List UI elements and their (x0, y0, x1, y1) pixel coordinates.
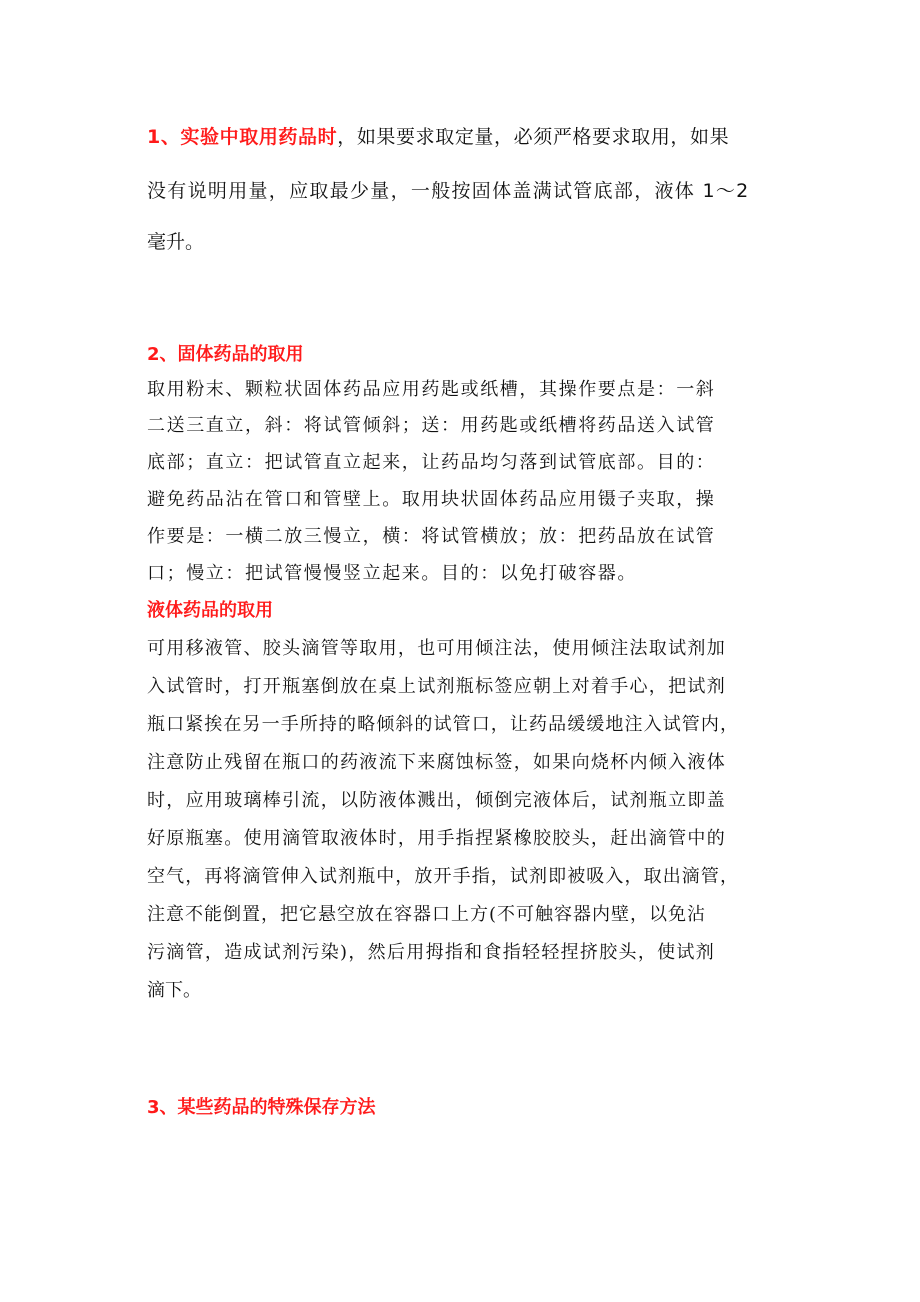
liquid-line: 可用移液管、胶头滴管等取用，也可用倾注法，使用倾注法取试剂加 (147, 638, 726, 659)
section2-line: 底部；直立：把试管直立起来，让药品均匀落到试管底部。目的： (147, 452, 716, 473)
section2-heading: 2、固体药品的取用 (147, 344, 304, 365)
section2-line: 避免药品沾在管口和管壁上。取用块状固体药品应用镊子夹取，操 (147, 489, 716, 510)
liquid-line: 入试管时，打开瓶塞倒放在桌上试剂瓶标签应朝上对着手心，把试剂 (147, 676, 726, 697)
section1-line3: 毫升。 (147, 231, 205, 253)
section1-heading: 1、实验中取用药品时 (147, 126, 338, 148)
liquid-line: 空气，再将滴管伸入试剂瓶中，放开手指，试剂即被吸入，取出滴管， (147, 866, 740, 887)
section1-line1-text: ，如果要求取定量，必须严格要求取用，如果 (337, 126, 730, 148)
liquid-heading: 液体药品的取用 (147, 600, 273, 621)
liquid-line: 瓶口紧挨在另一手所持的略倾斜的试管口，让药品缓缓地注入试管内， (147, 714, 740, 735)
liquid-line: 污滴管，造成试剂污染)，然后用拇指和食指轻轻捏挤胶头，使试剂 (147, 942, 716, 963)
liquid-line: 注意不能倒置，把它悬空放在容器口上方(不可触容器内壁，以免沾 (147, 904, 707, 925)
liquid-line: 时，应用玻璃棒引流，以防液体溅出，倾倒完液体后，试剂瓶立即盖 (147, 790, 726, 811)
section3-heading: 3、某些药品的特殊保存方法 (147, 1097, 376, 1118)
liquid-line: 滴下。 (147, 980, 201, 1001)
liquid-line: 好原瓶塞。使用滴管取液体时，用手指捏紧橡胶胶头，赶出滴管中的 (147, 828, 726, 849)
section2-line: 作要是：一横二放三慢立，横：将试管横放；放：把药品放在试管 (147, 526, 716, 547)
section1-line1 (147, 125, 729, 149)
liquid-line: 注意防止残留在瓶口的药液流下来腐蚀标签，如果向烧杯内倾入液体 (147, 752, 726, 773)
section1-line2: 没有说明用量，应取最少量，一般按固体盖满试管底部，液体 1～2 (147, 180, 750, 202)
section2-line: 取用粉末、颗粒状固体药品应用药匙或纸槽，其操作要点是：一斜 (147, 379, 716, 400)
section2-line: 口；慢立：把试管慢慢竖立起来。目的：以免打破容器。 (147, 563, 637, 584)
section2-line: 二送三直立，斜：将试管倾斜；送：用药匙或纸槽将药品送入试管 (147, 415, 716, 436)
